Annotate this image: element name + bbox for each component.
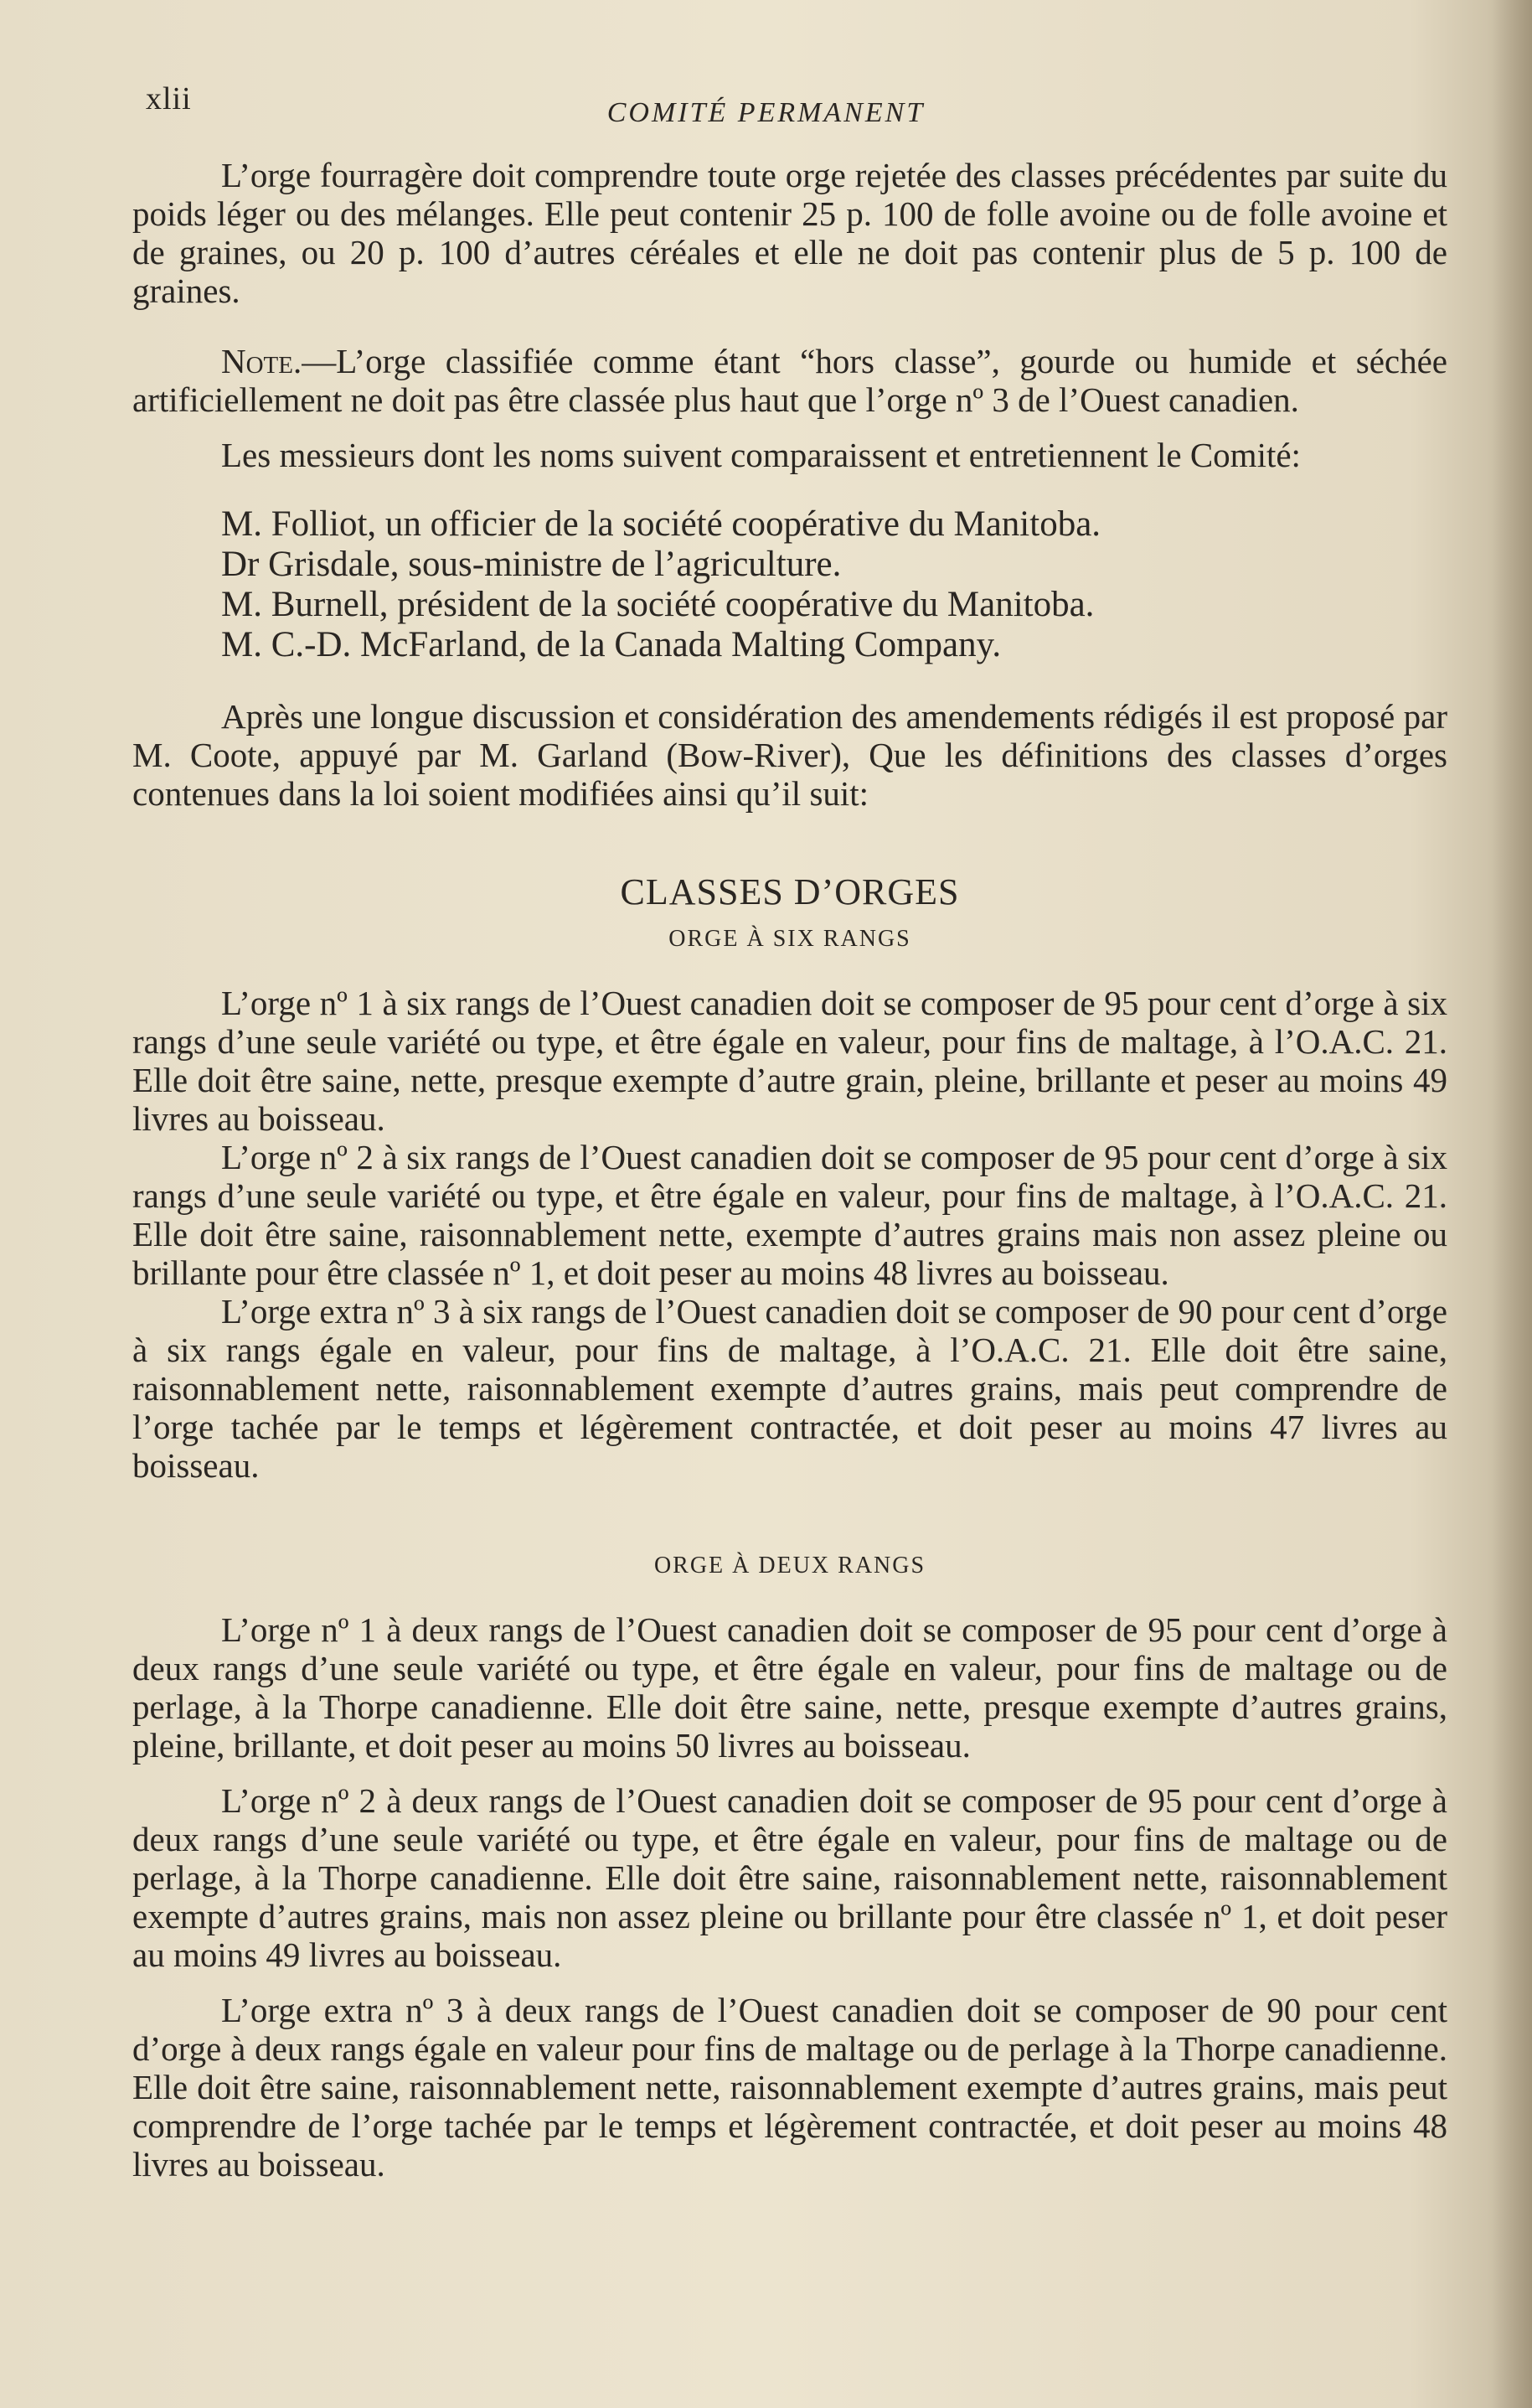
list-item: M. Burnell, président de la société coopérative du Manitoba. <box>221 585 1095 624</box>
note-text: —L’orge classifiée comme étant “hors classe”, gourde ou humide et séchée artificiellement ne doit pas être classée plus haut que l’orge nº 3 de l’Ouest canadien. <box>132 342 1447 419</box>
paragraph-six-rangs-3: L’orge extra nº 3 à six rangs de l’Ouest canadien doit se composer de 90 pour cent d’orge à six rangs égale en valeur, pour fins de maltage, à l’O.A.C. 21. Elle doit être saine, raisonnablement nette, raisonnablement exempte d’autres grains, mais peut comprendre de l’orge tachée par le temps et légèrement contractée, et doit peser au moins 47 livres au boisseau. <box>132 1292 1447 1485</box>
paragraph-witnesses-intro: Les messieurs dont les noms suivent comparaissent et entretiennent le Comité: <box>221 436 1301 474</box>
list-item: Dr Grisdale, sous-ministre de l’agriculture. <box>221 545 842 584</box>
section-title: CLASSES D’ORGES <box>620 871 960 912</box>
paragraph-deux-rangs-2: L’orge nº 2 à deux rangs de l’Ouest canadien doit se composer de 95 pour cent d’orge à deux rangs d’une seule variété ou type, et être égale en valeur, pour fins de maltage ou de perlage, à la Thorpe canadienne. Elle doit être saine, raisonnablement nette, raisonnablement exempte d’autres grains, mais non assez pleine ou brillante pour être classée nº 1, et doit peser au moins 49 livres au boisseau. <box>132 1781 1447 1974</box>
page-number: xlii <box>146 81 192 116</box>
note-label: Note. <box>221 342 302 380</box>
note-paragraph <box>132 342 1447 419</box>
list-item: M. C.-D. McFarland, de la Canada Malting Company. <box>221 625 1002 664</box>
subsection-title-six-rangs: ORGE À SIX RANGS <box>668 926 911 952</box>
subsection-title-deux-rangs: ORGE À DEUX RANGS <box>653 1553 926 1579</box>
paragraph-deux-rangs-3: L’orge extra nº 3 à deux rangs de l’Ouest canadien doit se composer de 90 pour cent d’orge à deux rangs égale en valeur pour fins de maltage ou de perlage à la Thorpe canadienne. Elle doit être saine, raisonnablement nette, raisonnablement exempte d’autres grains, mais peut comprendre de l’orge tachée par le temps et légèrement contractée, et doit peser au moins 48 livres au boisseau. <box>132 1991 1447 2183</box>
running-head: COMITÉ PERMANENT <box>606 97 926 128</box>
paragraph-six-rangs-2: L’orge nº 2 à six rangs de l’Ouest canadien doit se composer de 95 pour cent d’orge à six rangs d’une seule variété ou type, et être égale en valeur, pour fins de maltage, à l’O.A.C. 21. Elle doit être saine, raisonnablement nette, exempte d’autres grains mais non assez pleine ou brillante pour être classée nº 1, et doit peser au moins 48 livres au boisseau. <box>132 1138 1447 1292</box>
page-body <box>132 156 1447 2183</box>
list-item: M. Folliot, un officier de la société coopérative du Manitoba. <box>221 504 1101 544</box>
witness-list <box>221 504 1447 665</box>
page-edge-shadow <box>1492 0 1532 2408</box>
paragraph-deux-rangs-1: L’orge nº 1 à deux rangs de l’Ouest canadien doit se composer de 95 pour cent d’orge à deux rangs d’une seule variété ou type, et être égale en valeur, pour fins de maltage ou de perlage, à la Thorpe canadienne. Elle doit être saine, nette, presque exempte d’autres grains, pleine, brillante, et doit peser au moins 50 livres au boisseau. <box>132 1610 1447 1765</box>
paragraph-motion: Après une longue discussion et considération des amendements rédigés il est proposé par M. Coote, appuyé par M. Garland (Bow-River), Que les définitions des classes d’orges contenues dans la loi soient modifiées ainsi qu’il suit: <box>132 697 1447 813</box>
paragraph-six-rangs-1: L’orge nº 1 à six rangs de l’Ouest canadien doit se composer de 95 pour cent d’orge à six rangs d’une seule variété ou type, et être égale en valeur, pour fins de maltage, à l’O.A.C. 21. Elle doit être saine, nette, presque exempte d’autre grain, pleine, brillante et peser au moins 49 livres au boisseau. <box>132 984 1447 1138</box>
paragraph-feed-barley: L’orge fourragère doit comprendre toute orge rejetée des classes précédentes par suite du poids léger ou des mélanges. Elle peut contenir 25 p. 100 de folle avoine ou de folle avoine et de graines, ou 20 p. 100 d’autres céréales et elle ne doit pas contenir plus de 5 p. 100 de graines. <box>132 156 1447 310</box>
